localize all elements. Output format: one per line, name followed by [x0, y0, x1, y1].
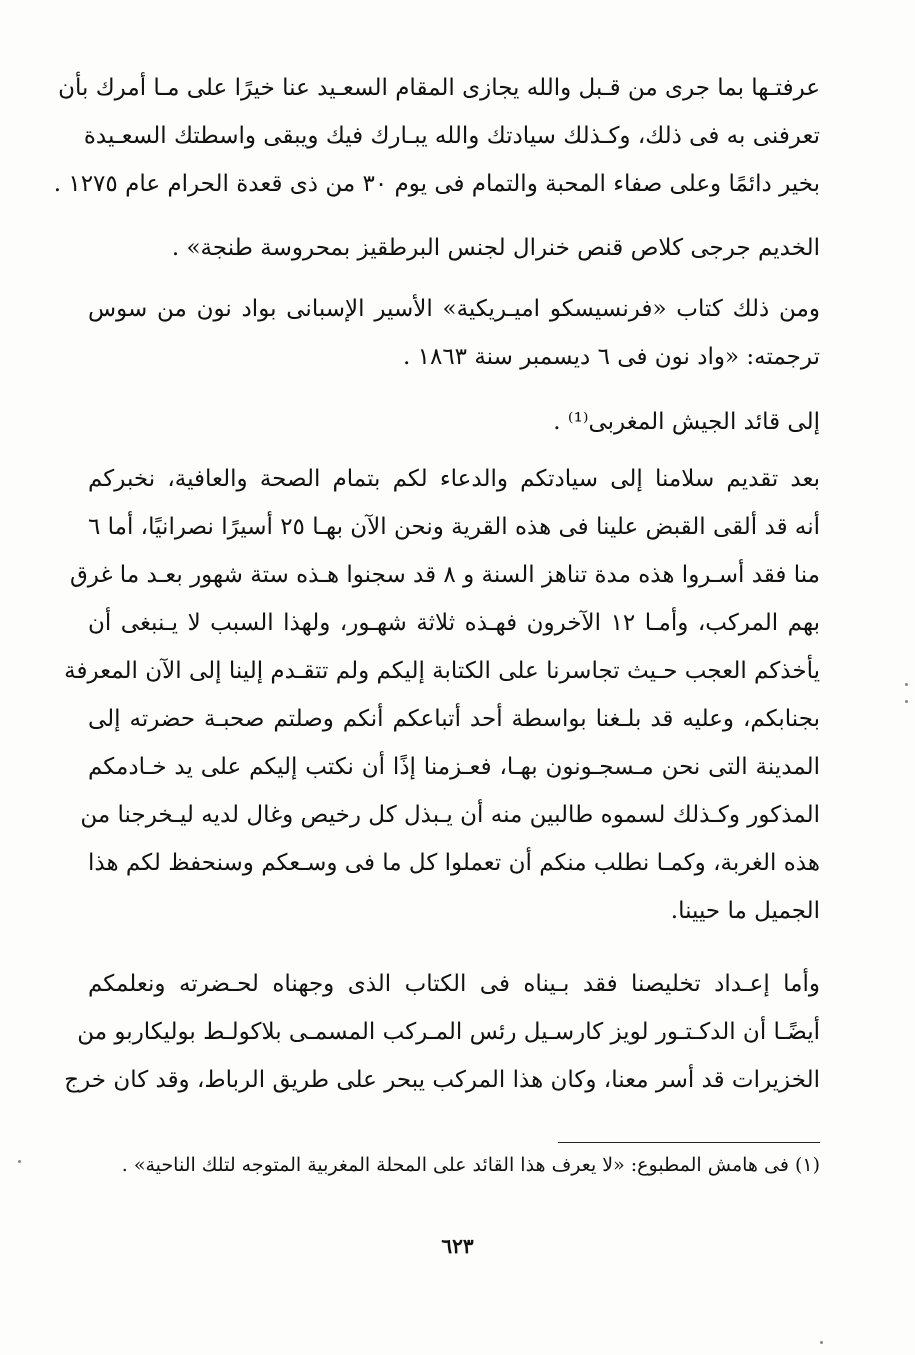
text-line: يأخذكم العجب حـيث تجاسرنا على الكتابة إليكم ولم تتقـدم إلينا إلى الآن المعرفة [64, 658, 820, 684]
page-number: ٦٢٣ [441, 1234, 474, 1258]
paragraph-letter-continuation [64, 960, 820, 1104]
text-line: الجميل ما حيينا. [670, 898, 820, 924]
text-line: وأما إعـداد تخليصنا فقد بـيناه فى الكتاب الذى وجهناه لحـضرته ونعلمكم [88, 971, 820, 997]
text-line: ومن ذلك كتاب «فرنسيسكو اميـريكية» الأسير الإسبانى بواد نون من سوس [88, 296, 820, 322]
paragraph-signature [88, 224, 820, 272]
text-line: الخزيرات قد أسر معنا، وكان هذا المركب يبحر على طريق الرباط، وقد كان خرج [64, 1067, 820, 1093]
text-line: إلى قائد الجيش المغربى⁽¹⁾ . [553, 409, 820, 435]
text-line: بخير دائمًا وعلى صفاء المحبة والتمام فى يوم ٣٠ من ذى قعدة الحرام عام ١٢٧٥ . [53, 171, 820, 197]
text-line: ترجمته: «واد نون فى ٦ ديسمبر سنة ١٨٦٣ . [402, 344, 820, 370]
text-line: المذكور وكـذلك لسموه طالبين منه أن يـبذل كل رخيص وغال لديه ليـخرجنا من [80, 802, 820, 828]
scan-speck [18, 1160, 21, 1163]
text-line: بجنابكم، وعليه قد بلـغنا بواسطة أحد أتباعكم أنكم وصلتم صحبـة حضرته إلى [88, 706, 820, 732]
text-line: عرفتـها بما جرى من قـبل والله يجازى المقام السعـيد عنا خيرًا على مـا أمرك بأن [58, 75, 820, 101]
text-line: منا فقد أسـروا هذه مدة تناهز السنة و ٨ قد سجنوا هـذه ستة شهور بعـد ما غرق [69, 562, 820, 588]
footnote-divider [558, 1142, 820, 1143]
text-line: المدينة التى نحن مـسجـونون بهـا، فعـزمنا إذًا أن نكتب إليكم على يد خـادمكم [88, 754, 820, 780]
text-line: الخديم جرجى كلاص قنص خنرال لجنس البرطقيز بمحروسة طنجة» . [171, 235, 820, 261]
paragraph-addressee [88, 398, 820, 446]
paragraph-letter-body [64, 455, 820, 935]
scan-speck [905, 700, 908, 703]
footnote: (١) فى هامش المطبوع: «لا يعرف هذا القائد على المحلة المغربية المتوجه لتلك الناحية» . [121, 1154, 820, 1176]
scan-speck [905, 683, 908, 686]
text-line: أنه قد ألقى القبض علينا فى هذه القرية ونحن الآن بهـا ٢٥ أسيرًا نصرانيًا، أما ٦ [87, 514, 820, 540]
text-line: تعرفنى به فى ذلك، وكـذلك سيادتك والله يبـارك فيك ويبقى واسطتك السعـيدة [83, 123, 820, 149]
scan-speck [820, 1341, 823, 1344]
paragraph-letter-intro [88, 285, 820, 381]
text-line: هذه الغربة، وكمـا نطلب منكم أن تعملوا كل ما فى وسـعكم وسنحفظ لكم هذا [88, 850, 820, 876]
text-line: أيضًـا أن الدكـتـور لويز كارسـيل رئس المـركب المسمـى بلاكولـط بوليكاربو من [77, 1019, 820, 1045]
text-line: بهم المركب، وأمـا ١٢ الآخرون فهـذه ثلاثة شهـور، ولهذا السبب لا يـنبغى أن [88, 610, 820, 636]
paragraph-letter-closing [53, 64, 820, 208]
text-line: بعد تقديم سلامنا إلى سيادتكم والدعاء لكم بتمام الصحة والعافية، نخبركم [88, 466, 820, 492]
